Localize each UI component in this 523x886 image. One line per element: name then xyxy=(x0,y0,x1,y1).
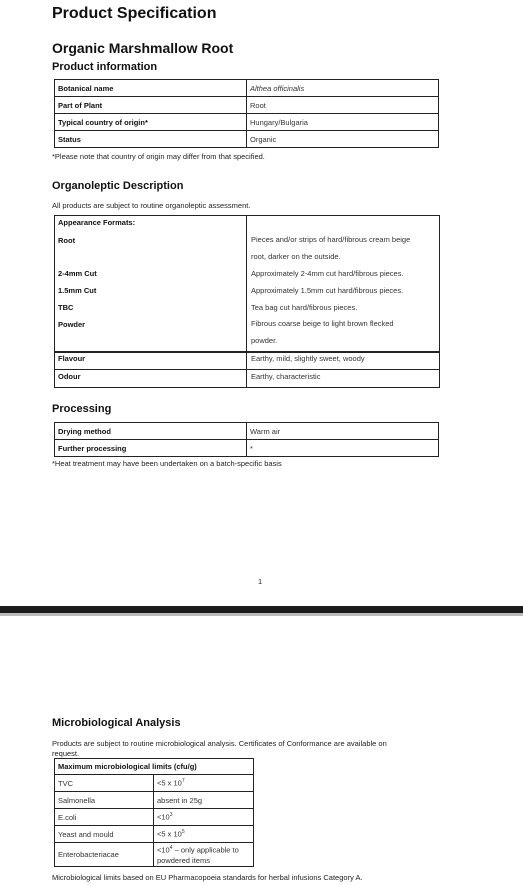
table-row xyxy=(55,131,439,148)
product-name: Organic Marshmallow Root xyxy=(52,40,234,56)
format-label: 2-4mm Cut xyxy=(58,269,97,278)
table-row xyxy=(55,826,254,843)
appearance-formats-heading: Appearance Formats: xyxy=(58,218,136,227)
limit-value: <10 xyxy=(157,845,170,855)
limit-exponent: 5 xyxy=(181,829,185,836)
table-row xyxy=(55,80,439,97)
odour-row xyxy=(54,369,440,388)
table-row xyxy=(55,97,439,114)
micro-intro-line: request. xyxy=(52,749,80,758)
limit-exponent: 4 xyxy=(169,845,173,852)
row-label: Botanical name xyxy=(55,80,247,97)
table-row xyxy=(55,759,254,775)
row-value: absent in 25g xyxy=(154,792,254,809)
format-value-line: root, darker on the outside. xyxy=(251,252,341,261)
odour-value: Earthy, characteristic xyxy=(251,372,321,381)
format-label: 1.5mm Cut xyxy=(58,286,97,295)
page-break-shadow xyxy=(0,613,523,616)
micro-table xyxy=(54,758,254,867)
limit-value: <10 xyxy=(157,812,170,822)
row-value xyxy=(154,843,254,867)
row-label: Drying method xyxy=(55,423,247,440)
table-row xyxy=(55,775,254,792)
odour-label: Odour xyxy=(58,372,81,381)
micro-intro-line: Products are subject to routine microbiological analysis. Certificates of Conformance are available on xyxy=(52,739,387,748)
flavour-value: Earthy, mild, slightly sweet, woody xyxy=(251,354,365,363)
organoleptic-heading: Organoleptic Description xyxy=(52,180,184,192)
row-label: Further processing xyxy=(55,440,247,457)
row-value xyxy=(154,826,254,843)
organoleptic-intro: All products are subject to routine organoleptic assessment. xyxy=(52,201,251,210)
row-label: Enterobacteriacae xyxy=(55,843,154,867)
limit-value: <5 x 10 xyxy=(157,829,182,839)
processing-table xyxy=(54,422,439,457)
row-value xyxy=(154,809,254,826)
table-row xyxy=(55,423,439,440)
row-label: Typical country of origin* xyxy=(55,114,247,131)
micro-table-heading: Maximum microbiological limits (cfu/g) xyxy=(55,759,254,775)
row-value: Hungary/Bulgaria xyxy=(247,114,439,131)
row-label: E.coli xyxy=(55,809,154,826)
row-value: Warm air xyxy=(247,423,439,440)
row-label: Yeast and mould xyxy=(55,826,154,843)
row-value: Root xyxy=(247,97,439,114)
limit-exponent: 3 xyxy=(169,812,173,819)
table-row xyxy=(55,114,439,131)
format-value xyxy=(251,231,410,265)
limit-note: – only applicable to xyxy=(172,845,239,855)
flavour-row xyxy=(54,351,440,370)
limit-value: <5 x 10 xyxy=(157,778,182,788)
origin-note: *Please note that country of origin may differ from that specified. xyxy=(52,152,265,161)
format-label: Powder xyxy=(58,320,86,329)
table-row xyxy=(55,843,254,867)
format-value-line: Pieces and/or strips of hard/fibrous cream beige xyxy=(251,235,411,244)
format-value: Approximately 2-4mm cut hard/fibrous pieces. xyxy=(251,269,404,278)
row-value: * xyxy=(247,440,439,457)
format-value-line: Fibrous coarse beige to light brown flecked xyxy=(251,319,394,328)
processing-heading: Processing xyxy=(52,403,112,415)
page-number: 1 xyxy=(258,577,263,586)
row-value: Organic xyxy=(247,131,439,148)
format-value xyxy=(251,315,394,349)
format-value: Tea bag cut hard/fibrous pieces. xyxy=(251,303,358,312)
micro-intro xyxy=(52,739,387,759)
table-row xyxy=(55,809,254,826)
micro-footer: Microbiological limits based on EU Pharmacopoeia standards for herbal infusions Category A. xyxy=(52,873,363,882)
product-info-table xyxy=(54,79,439,148)
row-value xyxy=(154,775,254,792)
row-label: TVC xyxy=(55,775,154,792)
product-info-heading: Product information xyxy=(52,61,158,73)
limit-exponent: 7 xyxy=(181,778,185,785)
format-value: Approximately 1.5mm cut hard/fibrous pieces. xyxy=(251,286,404,295)
table-row xyxy=(55,440,439,457)
row-label: Status xyxy=(55,131,247,148)
format-value-line: powder. xyxy=(251,336,278,345)
row-label: Part of Plant xyxy=(55,97,247,114)
micro-heading: Microbiological Analysis xyxy=(52,717,181,729)
limit-note: powdered items xyxy=(157,855,210,865)
page-title: Product Specification xyxy=(52,5,217,22)
heat-treatment-note: *Heat treatment may have been undertaken on a batch-specific basis xyxy=(52,459,282,468)
format-label: Root xyxy=(58,236,76,245)
flavour-label: Flavour xyxy=(58,354,86,363)
table-row xyxy=(55,792,254,809)
row-label: Salmonella xyxy=(55,792,154,809)
row-value: Althea officinalis xyxy=(247,80,439,97)
format-label: TBC xyxy=(58,303,74,312)
